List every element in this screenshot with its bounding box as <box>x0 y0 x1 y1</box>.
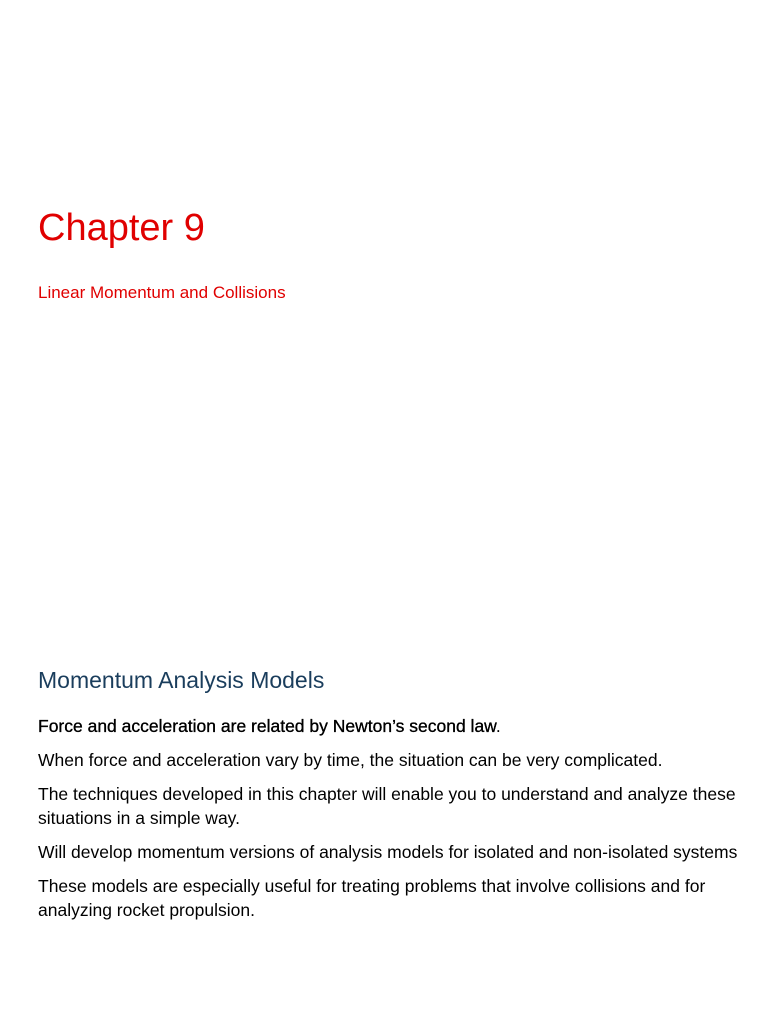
bullet-list <box>38 714 738 932</box>
content-slide <box>0 512 768 1024</box>
bullet-item: Will develop momentum versions of analysis models for isolated and non-isolated systems <box>38 842 738 862</box>
bullet-text: Force and acceleration are related by Newton’s second law <box>38 716 496 736</box>
bullet-item: These models are especially useful for treating problems that involve collisions and for analyzing rocket propulsion. <box>38 876 706 920</box>
bullet-item: The techniques developed in this chapter will enable you to understand and analyze these situations in a simple way. <box>38 784 736 828</box>
bullet-item: When force and acceleration vary by time, the situation can be very complicated. <box>38 750 663 770</box>
chapter-title: Chapter 9 <box>38 207 205 249</box>
bullet-text-suffix: . <box>495 716 501 736</box>
section-heading: Momentum Analysis Models <box>38 667 325 693</box>
chapter-subtitle: Linear Momentum and Collisions <box>38 283 286 302</box>
bullet-item <box>38 714 738 738</box>
